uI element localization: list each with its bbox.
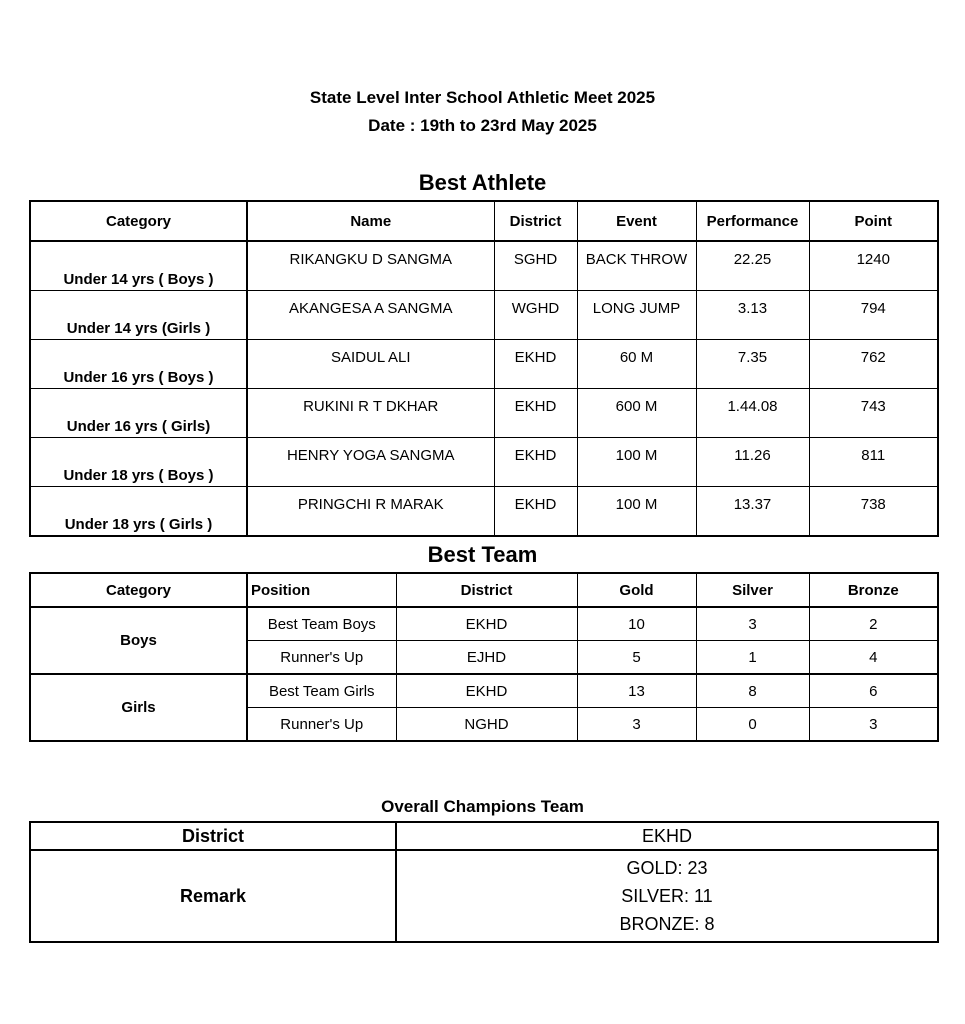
column-header-silver: Silver bbox=[696, 573, 809, 607]
team-position: Runner's Up bbox=[247, 641, 396, 675]
athlete-performance: 3.13 bbox=[696, 291, 809, 340]
athlete-category: Under 16 yrs ( Girls) bbox=[30, 389, 247, 438]
team-gold: 5 bbox=[577, 641, 696, 675]
team-bronze: 4 bbox=[809, 641, 938, 675]
athlete-performance: 1.44.08 bbox=[696, 389, 809, 438]
athlete-point: 743 bbox=[809, 389, 938, 438]
overall-champions-title: Overall Champions Team bbox=[381, 797, 584, 816]
table-row bbox=[30, 487, 938, 537]
remark-label: Remark bbox=[30, 850, 396, 942]
column-header-point: Point bbox=[809, 201, 938, 241]
column-header-gold: Gold bbox=[577, 573, 696, 607]
column-header-category: Category bbox=[30, 573, 247, 607]
team-gold: 3 bbox=[577, 708, 696, 742]
table-row bbox=[30, 850, 938, 942]
column-header-name: Name bbox=[247, 201, 494, 241]
table-header-row bbox=[30, 201, 938, 241]
table-header-row bbox=[30, 573, 938, 607]
athlete-district: SGHD bbox=[494, 241, 577, 291]
team-silver: 0 bbox=[696, 708, 809, 742]
team-bronze: 2 bbox=[809, 607, 938, 641]
column-header-district: District bbox=[494, 201, 577, 241]
athlete-category: Under 18 yrs ( Girls ) bbox=[30, 487, 247, 537]
meet-title: State Level Inter School Athletic Meet 2025 bbox=[309, 88, 656, 107]
team-category-boys: Boys bbox=[30, 607, 247, 674]
column-header-event: Event bbox=[577, 201, 696, 241]
team-silver: 1 bbox=[696, 641, 809, 675]
team-district: EKHD bbox=[396, 607, 577, 641]
athlete-name: AKANGESA A SANGMA bbox=[247, 291, 494, 340]
column-header-category: Category bbox=[30, 201, 247, 241]
athlete-event: BACK THROW bbox=[577, 241, 696, 291]
athlete-point: 738 bbox=[809, 487, 938, 537]
best-athlete-table bbox=[29, 200, 939, 537]
district-label: District bbox=[30, 822, 396, 850]
team-category-girls: Girls bbox=[30, 674, 247, 741]
remark-value bbox=[396, 850, 938, 942]
meet-date: Date : 19th to 23rd May 2025 bbox=[368, 116, 597, 135]
athlete-category: Under 16 yrs ( Boys ) bbox=[30, 340, 247, 389]
table-row bbox=[30, 822, 938, 850]
team-position: Runner's Up bbox=[247, 708, 396, 742]
athlete-event: 600 M bbox=[577, 389, 696, 438]
table-row bbox=[30, 291, 938, 340]
column-header-bronze: Bronze bbox=[809, 573, 938, 607]
athlete-point: 1240 bbox=[809, 241, 938, 291]
athlete-name: RUKINI R T DKHAR bbox=[247, 389, 494, 438]
table-row bbox=[30, 607, 938, 641]
athlete-point: 762 bbox=[809, 340, 938, 389]
athlete-category: Under 18 yrs ( Boys ) bbox=[30, 438, 247, 487]
column-header-district: District bbox=[396, 573, 577, 607]
team-gold: 10 bbox=[577, 607, 696, 641]
remark-gold: GOLD: 23 bbox=[626, 858, 708, 878]
athlete-performance: 22.25 bbox=[696, 241, 809, 291]
athlete-name: SAIDUL ALI bbox=[247, 340, 494, 389]
athlete-category: Under 14 yrs (Girls ) bbox=[30, 291, 247, 340]
athlete-event: 60 M bbox=[577, 340, 696, 389]
table-row bbox=[30, 438, 938, 487]
athlete-name: RIKANGKU D SANGMA bbox=[247, 241, 494, 291]
athlete-name: HENRY YOGA SANGMA bbox=[247, 438, 494, 487]
best-athlete-title: Best Athlete bbox=[418, 170, 547, 195]
athlete-district: EKHD bbox=[494, 340, 577, 389]
remark-silver: SILVER: 11 bbox=[621, 886, 713, 906]
team-position: Best Team Boys bbox=[247, 607, 396, 641]
athlete-point: 794 bbox=[809, 291, 938, 340]
athlete-district: EKHD bbox=[494, 389, 577, 438]
team-district: EJHD bbox=[396, 641, 577, 675]
overall-champions-table bbox=[29, 821, 939, 943]
column-header-position: Position bbox=[247, 573, 396, 607]
district-value: EKHD bbox=[396, 822, 938, 850]
team-silver: 8 bbox=[696, 674, 809, 708]
athlete-name: PRINGCHI R MARAK bbox=[247, 487, 494, 537]
team-silver: 3 bbox=[696, 607, 809, 641]
athlete-district: EKHD bbox=[494, 487, 577, 537]
table-row bbox=[30, 241, 938, 291]
team-district: EKHD bbox=[396, 674, 577, 708]
athlete-event: LONG JUMP bbox=[577, 291, 696, 340]
athlete-point: 811 bbox=[809, 438, 938, 487]
athlete-event: 100 M bbox=[577, 438, 696, 487]
athlete-performance: 13.37 bbox=[696, 487, 809, 537]
best-team-table bbox=[29, 572, 939, 742]
athlete-district: EKHD bbox=[494, 438, 577, 487]
remark-bronze: BRONZE: 8 bbox=[619, 914, 715, 934]
athlete-district: WGHD bbox=[494, 291, 577, 340]
team-district: NGHD bbox=[396, 708, 577, 742]
athlete-category: Under 14 yrs ( Boys ) bbox=[30, 241, 247, 291]
table-row bbox=[30, 340, 938, 389]
column-header-performance: Performance bbox=[696, 201, 809, 241]
athlete-performance: 7.35 bbox=[696, 340, 809, 389]
team-bronze: 3 bbox=[809, 708, 938, 742]
athlete-performance: 11.26 bbox=[696, 438, 809, 487]
best-team-title: Best Team bbox=[427, 542, 538, 567]
team-position: Best Team Girls bbox=[247, 674, 396, 708]
team-bronze: 6 bbox=[809, 674, 938, 708]
team-gold: 13 bbox=[577, 674, 696, 708]
athlete-event: 100 M bbox=[577, 487, 696, 537]
table-row bbox=[30, 389, 938, 438]
table-row bbox=[30, 674, 938, 708]
